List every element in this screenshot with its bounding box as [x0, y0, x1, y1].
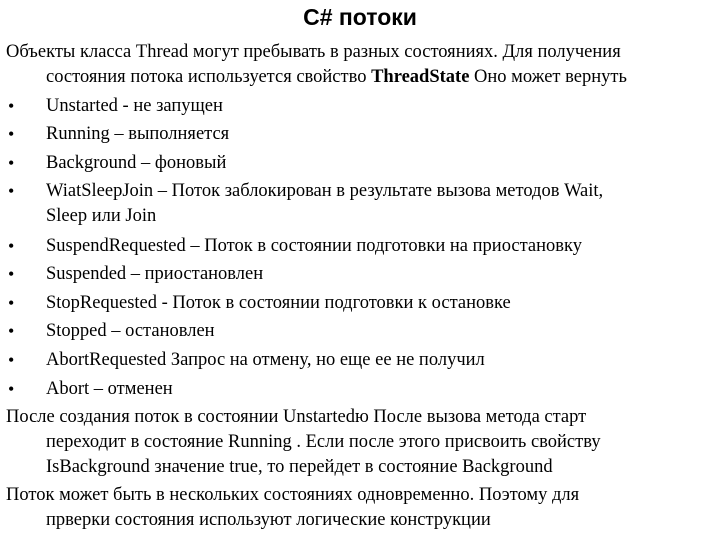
list-item: AbortRequested Запрос на отмену, но еще ее не получил	[46, 350, 485, 370]
threadstate-property: ThreadState	[371, 67, 470, 87]
list-item: SuspendRequested – Поток в состоянии подготовки на приостановку	[46, 236, 582, 256]
list-item: Running – выполняется	[46, 124, 230, 144]
bullet: •	[8, 264, 15, 284]
intro-line: Объекты класса Thread могут пребывать в разных состояниях. Для получения	[6, 42, 621, 62]
intro-text: состояния потока используется свойство	[46, 67, 372, 87]
list-item: Unstarted - не запущен	[46, 96, 223, 116]
bullet: •	[8, 124, 15, 144]
bullet: •	[8, 96, 15, 116]
bullet: •	[8, 379, 15, 399]
list-item: Suspended – приостановлен	[46, 264, 264, 284]
paragraph-line: переходит в состояние Running . Если после этого присвоить свойству	[46, 432, 601, 452]
bullet: •	[8, 293, 15, 313]
bullet: •	[8, 236, 15, 256]
paragraph-line: прверки состояния используют логические конструкции	[46, 510, 491, 530]
intro-line	[46, 66, 627, 88]
bullet: •	[8, 181, 15, 201]
list-item: Background – фоновый	[46, 153, 227, 173]
bullet: •	[8, 321, 15, 341]
list-item: Stopped – остановлен	[46, 321, 215, 341]
list-item: StopRequested - Поток в состоянии подготовки к остановке	[46, 293, 511, 313]
paragraph-line: Поток может быть в нескольких состояниях одновременно. Поэтому для	[6, 485, 580, 505]
bullet: •	[8, 153, 15, 173]
intro-text: Оно может вернуть	[469, 67, 627, 87]
slide-title: C# потоки	[303, 4, 417, 30]
paragraph-line: IsBackground значение true, то перейдет в состояние Background	[46, 457, 553, 477]
list-item: WiatSleepJoin – Поток заблокирован в результате вызова методов Wait,	[46, 181, 604, 201]
list-item: Abort – отменен	[46, 379, 173, 399]
list-item-continued: Sleep или Join	[46, 206, 157, 226]
bullet: •	[8, 350, 15, 370]
paragraph-line: После создания поток в состоянии Unstartedю После вызова метода старт	[6, 407, 587, 427]
